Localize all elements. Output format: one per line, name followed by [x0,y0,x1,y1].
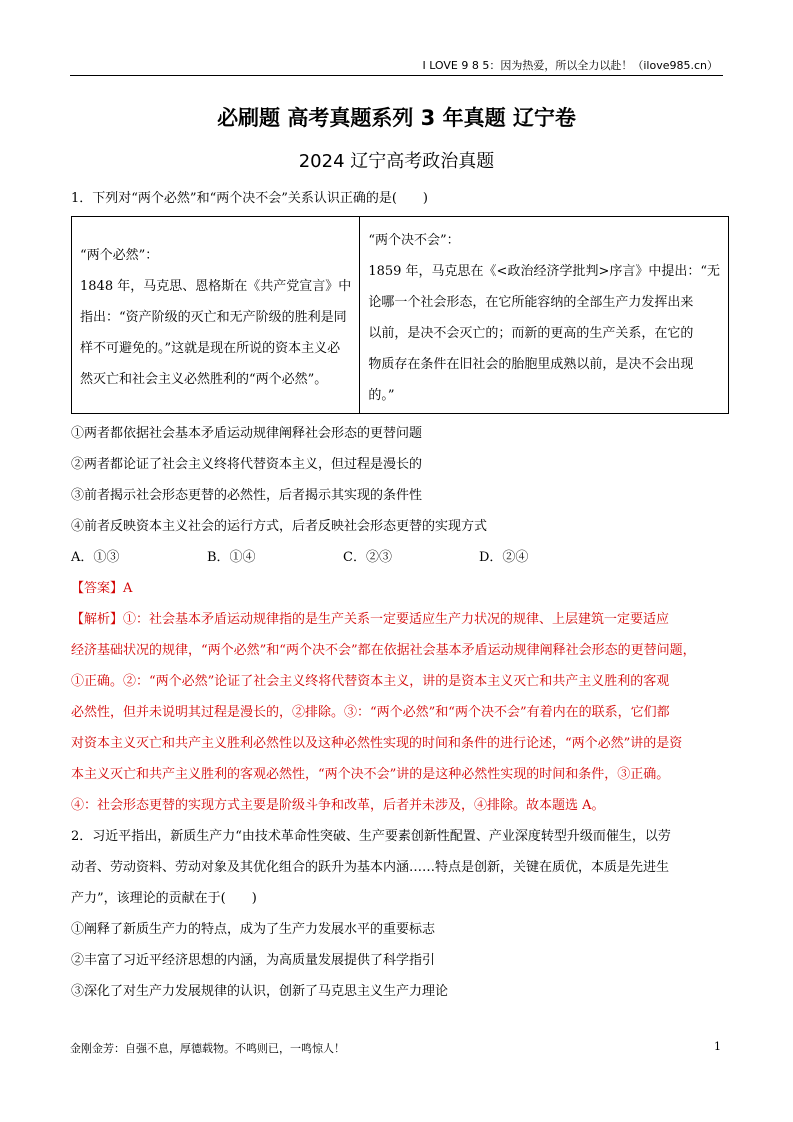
q1-analysis-line: ①正确。②：“两个必然”论证了社会主义终将代替资本主义，讲的是资本主义灭亡和共产主义胜利的客观 [71,674,670,689]
table-line: 的。” [368,388,395,403]
table-cell-two-nevers [360,217,729,414]
page-number: 1 [714,1040,721,1053]
q2-stem-line: 产力”，该理论的贡献在于( ) [71,891,257,906]
q1-analysis-line: 【解析】①：社会基本矛盾运动规律指的是生产关系一定要适应生产力状况的规律、上层建筑一定要适应 [71,612,670,627]
q1-answer: 【答案】A [71,581,133,596]
table-line: 论哪一个社会形态，在它所能容纳的全部生产力发挥出来 [368,295,694,310]
q1-analysis-line: 经济基础状况的规律，“两个必然”和“两个决不会”都在依据社会基本矛盾运动规律阐释社会形态的更替问题， [71,643,696,658]
q1-statement: ③前者揭示社会形态更替的必然性，后者揭示其实现的条件性 [71,488,423,503]
q2-statement: ②丰富了习近平经济思想的内涵，为高质量发展提供了科学指引 [71,953,436,968]
content [71,183,731,1007]
doc-title: 必刷题 高考真题系列 3 年真题 辽宁卷 [217,106,576,130]
q1-statement: ①两者都依据社会基本矛盾运动规律阐释社会形态的更替问题 [71,426,423,441]
footer-motto: 金刚金芳：自强不息，厚德载物。不鸣则已，一鸣惊人！ [70,1042,345,1055]
q1-analysis-line: ④：社会形态更替的实现方式主要是阶级斗争和改革，后者并未涉及，④排除。故本题选 A。 [71,798,605,813]
doc-subtitle: 2024 辽宁高考政治真题 [298,151,495,172]
q1-statement: ②两者都论证了社会主义终将代替资本主义，但过程是漫长的 [71,457,423,472]
q1-stem: 1．下列对“两个必然”和“两个决不会”关系认识正确的是( ) [71,191,428,206]
table-line: 然灭亡和社会主义必然胜利的“两个必然”。 [80,372,328,387]
table-line: 物质存在条件在旧社会的胎胞里成熟以前，是决不会出现 [368,357,694,372]
option-b: B．①④ [207,550,256,565]
table-line: “两个决不会”： [368,233,460,248]
table-cell-two-inevitables [72,217,360,414]
table-line: 指出：“资产阶级的灭亡和无产阶级的胜利是同 [80,310,347,325]
option-c: C．②③ [343,550,392,565]
q2-statement: ③深化了对生产力发展规律的认识，创新了马克思主义生产力理论 [71,984,449,999]
q1-analysis-line: 本主义灭亡和共产主义胜利的客观必然性，“两个决不会”讲的是这种必然性实现的时间和条件，③正确。 [71,767,670,782]
q1-analysis-line: 对资本主义灭亡和共产主义胜利必然性以及这种必然性实现的时间和条件的进行论述，“两个必然”讲的是资 [71,736,683,751]
header-rule [70,75,723,76]
q2-statement: ①阐释了新质生产力的特点，成为了生产力发展水平的重要标志 [71,922,436,937]
q1-options [71,542,731,573]
option-a: A．①③ [71,550,120,565]
option-d: D．②④ [479,550,529,565]
page-header: I LOVE 9 8 5：因为热爱，所以全力以赴！（ilove985.cn） [422,59,718,72]
table-line: 样不可避免的。”这就是现在所说的资本主义必 [80,341,341,356]
table-line: 以前，是决不会灭亡的；而新的更高的生产关系，在它的 [368,326,694,341]
table-line: 1859 年，马克思在《<政治经济学批判>序言》中提出：“无 [368,264,720,279]
table-line: 1848 年，马克思、恩格斯在《共产党宣言》中 [80,279,352,294]
q2-stem-line: 动者、劳动资料、劳动对象及其优化组合的跃升为基本内涵……特点是创新，关键在质优，本质是先进生 [71,860,670,875]
q2-stem-line: 2．习近平指出，新质生产力“由技术革命性突破、生产要素创新性配置、产业深度转型升级而催生，以劳 [71,829,671,844]
q1-statement: ④前者反映资本主义社会的运行方式，后者反映社会形态更替的实现方式 [71,519,488,534]
table-line: “两个必然”： [80,248,159,263]
q1-analysis-line: 必然性，但并未说明其过程是漫长的，②排除。③：“两个必然”和“两个决不会”有着内在的联系，它们都 [71,705,670,720]
comparison-table [71,216,729,414]
